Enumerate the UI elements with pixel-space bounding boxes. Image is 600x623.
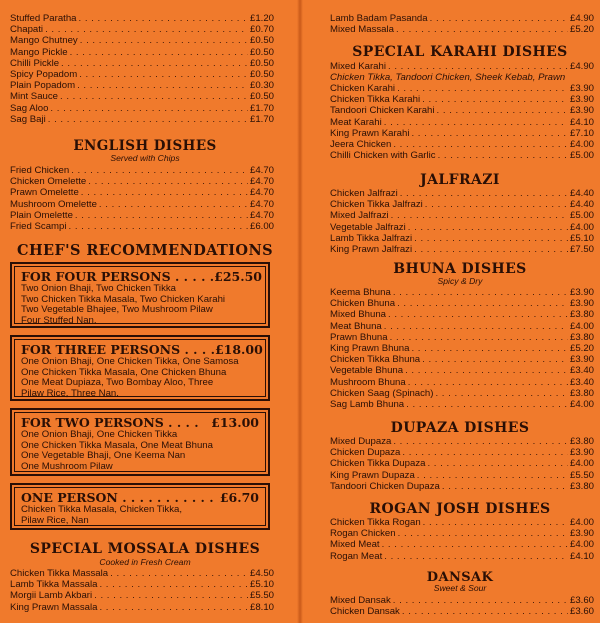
set-menu-label: FOR THREE PERSONS [21, 342, 181, 357]
dot-leader [402, 447, 568, 458]
menu-item [10, 199, 274, 210]
menu-item [330, 13, 594, 24]
menu-item-price: £3.90 [569, 287, 594, 298]
menu-item [10, 103, 274, 114]
menu-item-name: Mushroom Omelette [10, 198, 97, 210]
dot-leader [50, 103, 248, 114]
menu-item-name: Mixed Bhuna [330, 309, 386, 321]
dot-leader [435, 388, 568, 399]
menu-item [330, 287, 594, 298]
menu-item-price: £3.80 [569, 480, 594, 492]
menu-item-name: Plain Popadom [10, 80, 76, 92]
menu-item-name: King Prawn Karahi [330, 127, 410, 139]
karahi-list-top [300, 61, 600, 72]
menu-item-name: King Prawn Jalfrazi [330, 243, 413, 255]
menu-item-name: Rogan Chicken [330, 528, 396, 540]
menu-item-name: Prawn Omelette [10, 187, 79, 199]
special-mossala-heading: SPECIAL MOSSALA DISHES [29, 541, 261, 557]
menu-item [330, 606, 594, 617]
menu-item-name: Chicken Dansak [330, 606, 400, 618]
menu-item-price: £0.50 [249, 35, 274, 47]
menu-item-price: £4.00 [569, 320, 594, 332]
one-person-title [21, 490, 259, 505]
menu-item [330, 470, 594, 481]
menu-item [330, 94, 594, 105]
dansak-heading: DANSAK [426, 570, 494, 585]
menu-item-price: £6.00 [249, 220, 274, 232]
menu-item-price: £5.50 [249, 590, 274, 602]
menu-item-name: Chicken Tikka Karahi [330, 94, 421, 106]
menu-item-price: £4.10 [569, 116, 594, 128]
menu-item-price: £1.70 [249, 113, 274, 125]
dot-leader [422, 94, 568, 105]
menu-item-name: Rogan Meat [330, 550, 383, 562]
menu-item-name: Chicken Omelette [10, 176, 87, 188]
menu-item-name: Meat Karahi [330, 116, 382, 128]
menu-item-price: £4.00 [569, 517, 594, 528]
dot-leader [69, 221, 248, 232]
menu-item [330, 354, 594, 365]
dot-leader [396, 24, 568, 35]
menu-item [330, 105, 594, 116]
dot-leader [45, 24, 248, 35]
menu-item-price: £4.70 [249, 187, 274, 199]
dot-leader [110, 568, 248, 579]
menu-item [330, 447, 594, 458]
set-menu-contents [21, 284, 259, 327]
menu-item [10, 187, 274, 198]
menu-item [330, 139, 594, 150]
set-menu-contents [21, 430, 259, 473]
menu-item [10, 176, 274, 187]
menu-item-price: £3.80 [569, 436, 594, 447]
dot-leader [393, 287, 568, 298]
set-menu-line: Two Vegetable Bhajee, Two Mushroom Pilaw [21, 304, 213, 316]
bhuna-list [300, 287, 600, 410]
menu-item-name: Mango Pickle [10, 46, 68, 58]
english-dishes-list [0, 165, 300, 232]
menu-item-price: £4.70 [249, 209, 274, 221]
jalfrazi-list [300, 188, 600, 255]
menu-item-price: £3.90 [569, 447, 594, 459]
menu-item-name: King Prawn Bhuna [330, 342, 410, 354]
dot-leader [406, 399, 568, 410]
menu-item-name: Keema Bhuna [330, 287, 391, 298]
menu-item-name: Stuffed Paratha [10, 13, 77, 24]
dot-leader [382, 539, 568, 550]
menu-item-name: Chicken Saag (Spinach) [330, 387, 434, 399]
menu-item-price: £4.90 [569, 61, 594, 72]
menu-item-name: Morgii Lamb Akbari [10, 590, 93, 602]
dot-leader [411, 128, 568, 139]
dot-leader [417, 470, 568, 481]
one-person-box [10, 483, 270, 530]
menu-item-name: Chilli Pickle [10, 57, 60, 69]
menu-item-name: Vegetable Jalfrazi [330, 221, 406, 233]
dot-leader [75, 210, 248, 221]
set-menu-label: ONE PERSON [21, 490, 118, 505]
menu-item [330, 24, 594, 35]
menu-item-name: Vegetable Bhuna [330, 365, 404, 377]
menu-item [330, 399, 594, 410]
menu-item-name: Fried Scampi [10, 220, 67, 232]
mixed-karahi-note: Chicken Tikka, Tandoori Chicken, Sheek Kebab, Prawn [330, 72, 566, 83]
menu-item-price: £3.90 [569, 354, 594, 366]
dot-leader [400, 188, 568, 199]
dot-leader [430, 13, 568, 24]
set-menu-price: £13.00 [211, 415, 259, 430]
menu-item-price: £0.50 [249, 68, 274, 80]
menu-item [10, 58, 274, 69]
menu-item-name: Mint Sauce [10, 91, 58, 103]
menu-item [330, 128, 594, 139]
set-menu-dots: . . . . . [174, 269, 215, 284]
menu-item-price: £4.00 [569, 458, 594, 470]
menu-item-price: £5.00 [569, 150, 594, 162]
menu-item-price: £4.10 [569, 550, 594, 562]
set-menu-line: One Meat Dupiaza, Two Bombay Aloo, Three [21, 377, 214, 389]
dot-leader [397, 298, 568, 309]
menu-item-name: Jeera Chicken [330, 138, 392, 150]
menu-item-price: £4.50 [249, 568, 274, 579]
menu-item-name: Prawn Bhuna [330, 331, 388, 343]
menu-item [330, 458, 594, 469]
menu-item-name: Fried Chicken [10, 165, 70, 176]
menu-item-price: £4.40 [569, 188, 594, 199]
english-dishes-heading: ENGLISH DISHES [73, 138, 217, 154]
menu-item-price: £1.70 [249, 102, 274, 114]
menu-item [330, 321, 594, 332]
dot-leader [411, 343, 568, 354]
menu-item [330, 244, 594, 255]
for-two-persons-box [10, 408, 270, 476]
sides-list [0, 13, 300, 125]
menu-item-price: £3.80 [569, 387, 594, 399]
set-menu-dots: . . . . . . . . . . . [122, 490, 214, 505]
menu-item-price: £3.80 [569, 309, 594, 321]
menu-item-price: £4.00 [569, 221, 594, 233]
menu-item-price: £3.80 [569, 331, 594, 343]
menu-item-price: £4.90 [569, 13, 594, 24]
dot-leader [397, 83, 568, 94]
menu-item-name: Chicken Tikka Dupaza [330, 458, 426, 470]
dot-leader [388, 309, 568, 320]
menu-item-price: £0.30 [249, 80, 274, 92]
dot-leader [88, 176, 248, 187]
menu-item-price: £5.50 [569, 469, 594, 481]
special-karahi-heading: SPECIAL KARAHI DISHES [352, 44, 568, 60]
menu-item [10, 24, 274, 35]
for-two-persons-title [21, 415, 259, 430]
menu-item [10, 165, 274, 176]
menu-item-name: Sag Aloo [10, 102, 49, 114]
dupaza-heading: DUPAZA DISHES [390, 420, 530, 436]
set-menu-line: One Mushroom Pilaw [21, 461, 113, 473]
menu-item [330, 233, 594, 244]
menu-item-price: £3.90 [569, 105, 594, 117]
menu-item-name: Meat Bhuna [330, 320, 382, 332]
menu-item [10, 602, 274, 613]
dot-leader [422, 354, 568, 365]
menu-item-price: £4.70 [249, 165, 274, 176]
dot-leader [442, 481, 568, 492]
dot-leader [398, 528, 568, 539]
dot-leader [408, 377, 568, 388]
dot-leader [384, 321, 568, 332]
set-menu-line: One Onion Bhaji, One Chicken Tikka, One Samosa [21, 356, 239, 367]
dot-leader [99, 579, 248, 590]
menu-item-name: Tandoori Chicken Dupaza [330, 480, 440, 492]
set-menu-price: £18.00 [214, 342, 263, 357]
menu-item-name: Chilli Chicken with Garlic [330, 150, 436, 162]
menu-item [10, 80, 274, 91]
dot-leader [388, 61, 568, 72]
menu-item [330, 481, 594, 492]
menu-item [330, 222, 594, 233]
menu-item-price: £3.40 [569, 376, 594, 388]
menu-item-name: Sag Lamb Bhuna [330, 398, 405, 410]
dot-leader [408, 222, 568, 233]
dot-leader [393, 595, 568, 606]
set-menu-line: Pilaw Rice, Three Nan. [21, 388, 119, 400]
menu-item-name: Chapati [10, 24, 44, 36]
menu-item-name: Chicken Tikka Massala [10, 568, 109, 579]
set-menu-line: Pilaw Rice, Nan [21, 514, 89, 526]
jalfrazi-heading: JALFRAZI [420, 172, 500, 188]
set-menu-label: FOR TWO PERSONS [21, 415, 164, 430]
dot-leader [391, 210, 568, 221]
menu-item-name: Mixed Jalfrazi [330, 210, 389, 222]
dansak-subtitle: Sweet & Sour [433, 583, 487, 593]
menu-item-name: Chicken Jalfrazi [330, 188, 398, 199]
dot-leader [423, 517, 568, 528]
menu-item-price: £3.90 [569, 528, 594, 540]
menu-item-price: £8.10 [249, 601, 274, 613]
menu-item-price: £7.50 [569, 243, 594, 255]
menu-item [330, 539, 594, 550]
menu-item [330, 150, 594, 161]
menu-item-name: Mixed Dansak [330, 595, 391, 606]
menu-item [330, 210, 594, 221]
menu-item-name: Lamb Tikka Massala [10, 579, 98, 591]
menu-item [10, 91, 274, 102]
menu-item-price: £5.10 [249, 579, 274, 591]
dot-leader [384, 551, 568, 562]
menu-item [330, 436, 594, 447]
for-four-persons-title [21, 269, 262, 284]
dot-leader [94, 590, 248, 601]
menu-item [10, 568, 274, 579]
menu-item-name: Lamb Badam Pasanda [330, 13, 428, 24]
menu-item-name: Mixed Dupaza [330, 436, 392, 447]
dot-leader [79, 13, 248, 24]
for-three-persons-title [21, 342, 263, 357]
menu-item-name: Chicken Karahi [330, 83, 396, 94]
menu-item-price: £4.40 [569, 199, 594, 211]
dot-leader [384, 117, 568, 128]
menu-item-name: King Prawn Dupaza [330, 469, 415, 481]
dot-leader [99, 602, 248, 613]
menu-item [330, 332, 594, 343]
dot-leader [77, 80, 248, 91]
set-menu-line: Four Stuffed Nan. [21, 315, 97, 327]
dot-leader [99, 199, 248, 210]
menu-item-name: Plain Omelette [10, 209, 73, 221]
dot-leader [70, 47, 248, 58]
menu-item-price: £4.00 [569, 138, 594, 150]
menu-item-name: Sag Baji [10, 113, 46, 125]
menu-item [10, 69, 274, 80]
menu-item [330, 298, 594, 309]
set-menu-contents [21, 505, 259, 526]
menu-item-name: Mixed Meat [330, 539, 380, 551]
menu-item-name: Chicken Dupaza [330, 447, 401, 459]
menu-item-name: Mixed Massala [330, 24, 394, 36]
menu-item-price: £4.70 [249, 198, 274, 210]
rogan-josh-heading: ROGAN JOSH DISHES [369, 501, 551, 517]
rogan-josh-list [300, 517, 600, 562]
dot-leader [414, 244, 568, 255]
chefs-recommendations-heading: CHEF'S RECOMMENDATIONS [17, 242, 273, 259]
menu-item-name: Lamb Tikka Jalfrazi [330, 232, 413, 244]
set-menu-dots: . . . . [168, 415, 199, 430]
dot-leader [60, 91, 248, 102]
set-menu-line: One Onion Bhaji, One Chicken Tikka [21, 429, 178, 440]
menu-item [10, 13, 274, 24]
set-menu-price: £6.70 [219, 490, 259, 505]
menu-item [330, 199, 594, 210]
menu-item-price: £4.70 [249, 176, 274, 188]
menu-item [10, 579, 274, 590]
menu-item [10, 210, 274, 221]
for-three-persons-box [10, 335, 270, 401]
dot-leader [79, 69, 248, 80]
menu-item-price: £0.50 [249, 57, 274, 69]
for-four-persons-box [10, 262, 270, 328]
menu-item-price: £5.00 [569, 210, 594, 222]
dot-leader [81, 187, 248, 198]
dot-leader [48, 114, 248, 125]
menu-item-name: Mango Chutney [10, 35, 78, 47]
pasanda-list [300, 13, 600, 35]
bhuna-subtitle: Spicy & Dry [437, 276, 483, 286]
dansak-list [300, 595, 600, 617]
set-menu-line: Two Onion Bhaji, Two Chicken Tikka [21, 283, 176, 294]
menu-item [330, 595, 594, 606]
menu-item-price: £7.10 [569, 127, 594, 139]
menu-item-price: £3.90 [569, 298, 594, 310]
menu-item-price: £5.20 [569, 342, 594, 354]
menu-item-name: Tandoori Chicken Karahi [330, 105, 435, 117]
menu-item-price: £0.50 [249, 91, 274, 103]
menu-item-name: Spicy Popadom [10, 68, 78, 80]
menu-item [330, 61, 594, 72]
menu-item-price: £3.90 [569, 94, 594, 106]
menu-item-name: Chicken Tikka Rogan [330, 517, 421, 528]
menu-item-name: Mushroom Bhuna [330, 376, 406, 388]
menu-item-price: £3.60 [569, 606, 594, 618]
set-menu-line: One Chicken Tikka Masala, One Chicken Bhuna [21, 366, 227, 378]
menu-item-price: £1.20 [249, 13, 274, 24]
dot-leader [405, 365, 568, 376]
menu-item [330, 343, 594, 354]
special-mossala-subtitle: Cooked in Fresh Cream [99, 557, 191, 567]
menu-item-price: £4.00 [569, 398, 594, 410]
dot-leader [427, 458, 568, 469]
set-menu-line: One Chicken Tikka Masala, One Meat Bhuna [21, 439, 213, 451]
menu-item-name: Chicken Tikka Bhuna [330, 354, 421, 366]
special-mossala-list [0, 568, 300, 613]
menu-item [330, 551, 594, 562]
menu-item-price: £3.60 [569, 595, 594, 606]
set-menu-line: One Vegetable Bhaji, One Keema Nan [21, 450, 186, 462]
menu-item-name: Chicken Bhuna [330, 298, 396, 310]
set-menu-contents [21, 357, 259, 400]
menu-item [10, 47, 274, 58]
menu-item-name: King Prawn Massala [10, 601, 98, 613]
english-dishes-subtitle: Served with Chips [110, 153, 180, 163]
set-menu-line: Chicken Tikka Masala, Chicken Tikka, [21, 504, 183, 515]
dot-leader [80, 35, 248, 46]
menu-item [330, 377, 594, 388]
menu-item [10, 590, 274, 601]
set-menu-dots: . . . . [184, 342, 215, 357]
dot-leader [393, 436, 568, 447]
dot-leader [71, 165, 248, 176]
menu-item [330, 388, 594, 399]
menu-item [330, 309, 594, 320]
dot-leader [425, 199, 568, 210]
menu-item [330, 188, 594, 199]
dot-leader [61, 58, 248, 69]
menu-item-name: Mixed Karahi [330, 61, 386, 72]
set-menu-price: £25.50 [214, 269, 262, 284]
bhuna-heading: BHUNA DISHES [393, 261, 527, 277]
menu-item-price: £5.10 [569, 232, 594, 244]
menu-item-price: £5.20 [569, 24, 594, 36]
menu-item [330, 517, 594, 528]
menu-item [330, 117, 594, 128]
set-menu-line: Two Chicken Tikka Masala, Two Chicken Karahi [21, 293, 226, 305]
menu-item [330, 83, 594, 94]
menu-item-price: £3.40 [569, 365, 594, 377]
menu-item [10, 221, 274, 232]
menu-item [10, 35, 274, 46]
dot-leader [438, 150, 568, 161]
menu-item-price: £3.90 [569, 83, 594, 94]
menu-item [330, 528, 594, 539]
dot-leader [414, 233, 568, 244]
menu-item [10, 114, 274, 125]
dupaza-list [300, 436, 600, 492]
menu-item-price: £0.50 [249, 46, 274, 58]
dot-leader [393, 139, 568, 150]
karahi-list [300, 83, 600, 161]
menu-item-price: £0.70 [249, 24, 274, 36]
menu-item-name: Chicken Tikka Jalfrazi [330, 199, 423, 211]
set-menu-label: FOR FOUR PERSONS [21, 269, 171, 284]
dot-leader [437, 105, 568, 116]
menu-item-price: £4.00 [569, 539, 594, 551]
menu-item [330, 365, 594, 376]
dot-leader [390, 332, 568, 343]
dot-leader [402, 606, 568, 617]
